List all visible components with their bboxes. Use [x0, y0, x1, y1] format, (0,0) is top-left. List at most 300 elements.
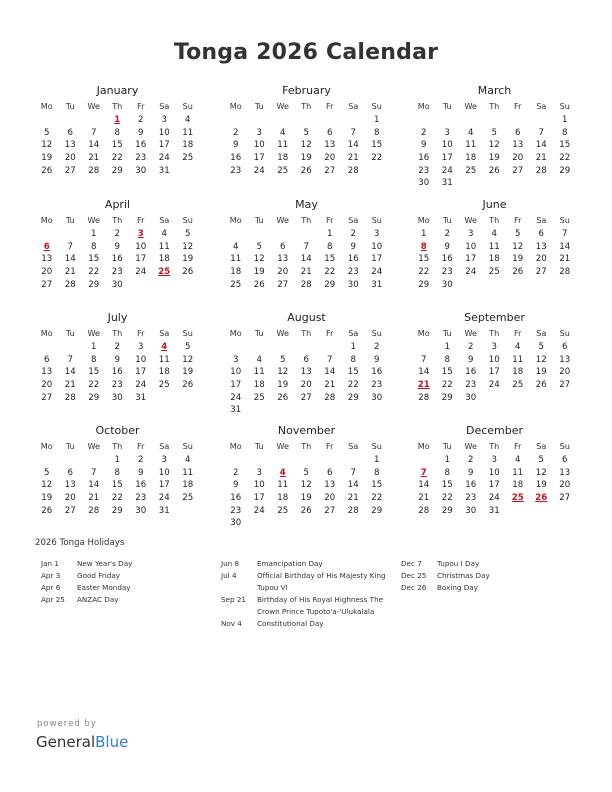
day-cell: 26: [182, 267, 194, 278]
empty-cell: [342, 114, 366, 127]
day-cell: 24: [441, 165, 453, 176]
weekday-label: Mo: [40, 215, 53, 225]
holiday-name: Emancipation Day: [257, 559, 323, 568]
day-cell: 12: [535, 467, 547, 478]
week-row: [224, 228, 389, 241]
day-cell: 25: [277, 505, 289, 516]
weekday-label: Mo: [417, 441, 430, 451]
month-september: [412, 310, 577, 404]
day-cell: 11: [182, 127, 194, 138]
day-cell: 9: [444, 241, 450, 252]
day-cell: 28: [88, 505, 100, 516]
empty-cell: [530, 177, 554, 190]
week-row: [35, 505, 200, 518]
day-cell: 6: [562, 342, 568, 352]
day-cell: 31: [488, 505, 500, 516]
month-july: [35, 310, 200, 404]
day-cell: 30: [465, 505, 477, 516]
weekday-header: [224, 439, 389, 454]
empty-cell: [530, 279, 554, 292]
day-cell: 16: [465, 480, 477, 491]
empty-cell: [365, 404, 389, 417]
holiday-name: Tupou I Day: [437, 559, 480, 568]
day-cell: 5: [280, 354, 286, 365]
month-name: April: [104, 198, 131, 211]
empty-cell: [153, 392, 177, 405]
weekday-label: We: [464, 215, 477, 225]
day-cell: 3: [138, 342, 144, 352]
day-cell: 9: [233, 480, 239, 491]
empty-cell: [248, 114, 272, 127]
empty-cell: [483, 392, 507, 405]
holiday-day-cell: 26: [535, 493, 548, 504]
day-cell: 20: [324, 153, 336, 164]
day-cell: 26: [300, 505, 312, 516]
empty-cell: [365, 517, 389, 530]
empty-cell: [248, 341, 272, 354]
day-cell: 28: [88, 165, 100, 176]
weekday-label: Tu: [442, 215, 452, 225]
weekday-label: We: [87, 215, 100, 225]
day-cell: 19: [253, 267, 265, 278]
weekday-label: Tu: [65, 101, 75, 111]
day-cell: 15: [441, 480, 453, 491]
day-cell: 3: [161, 455, 167, 465]
empty-cell: [318, 517, 342, 530]
weekday-label: Th: [489, 215, 500, 225]
holiday-date: Jun 8: [221, 559, 240, 568]
day-cell: 14: [559, 241, 571, 252]
weekday-label: Su: [371, 101, 382, 111]
day-cell: 10: [253, 480, 265, 491]
day-cell: 20: [512, 153, 524, 164]
week-row: [412, 139, 577, 152]
day-cell: 5: [515, 229, 521, 239]
day-cell: 16: [135, 480, 147, 491]
empty-cell: [35, 228, 59, 241]
week-row: [412, 241, 577, 254]
weekday-label: Th: [301, 215, 312, 225]
day-cell: 20: [535, 254, 547, 265]
holiday-item: [221, 570, 386, 594]
week-row: [412, 467, 577, 480]
weekday-label: Tu: [442, 101, 452, 111]
month-name: February: [282, 84, 331, 97]
day-cell: 21: [88, 493, 100, 504]
day-cell: 5: [303, 467, 309, 478]
day-cell: 23: [347, 267, 359, 278]
day-cell: 2: [421, 127, 427, 138]
empty-cell: [530, 505, 554, 518]
day-cell: 4: [491, 229, 497, 239]
day-cell: 3: [161, 115, 167, 125]
day-cell: 24: [158, 493, 170, 504]
day-cell: 18: [230, 267, 242, 278]
holiday-name: Boxing Day: [437, 583, 478, 592]
day-cell: 8: [374, 127, 380, 138]
empty-cell: [35, 114, 59, 127]
month-name: December: [465, 424, 524, 437]
day-cell: 17: [158, 480, 170, 491]
day-cell: 13: [41, 367, 53, 378]
day-cell: 19: [535, 367, 547, 378]
weekday-label: We: [276, 101, 289, 111]
day-cell: 22: [324, 267, 336, 278]
month-june: [412, 197, 577, 291]
holiday-item: [401, 582, 521, 594]
day-cell: 26: [277, 392, 289, 403]
brand-blue-text: Blue: [95, 733, 129, 751]
weekday-label: Mo: [40, 101, 53, 111]
day-cell: 19: [300, 153, 312, 164]
empty-cell: [271, 341, 295, 354]
weekday-label: Fr: [137, 328, 145, 338]
weekday-label: We: [87, 328, 100, 338]
day-cell: 9: [421, 140, 427, 151]
day-cell: 3: [444, 127, 450, 138]
holiday-column: [221, 558, 386, 630]
week-row: [35, 492, 200, 505]
empty-cell: [224, 341, 248, 354]
day-cell: 18: [158, 254, 170, 265]
weekday-label: We: [276, 328, 289, 338]
week-row: [35, 366, 200, 379]
day-cell: 8: [327, 241, 333, 252]
week-row: [224, 404, 389, 417]
day-cell: 29: [88, 392, 100, 403]
day-cell: 8: [91, 354, 97, 365]
day-cell: 13: [559, 467, 571, 478]
day-cell: 30: [111, 279, 123, 290]
weekday-label: Sa: [159, 101, 170, 111]
day-cell: 29: [441, 392, 453, 403]
day-cell: 20: [41, 267, 53, 278]
week-row: [224, 505, 389, 518]
day-cell: 29: [418, 279, 430, 290]
empty-cell: [295, 114, 319, 127]
weekday-label: Th: [112, 215, 123, 225]
weekday-header: [35, 99, 200, 114]
week-row: [35, 114, 200, 127]
weekday-label: Mo: [417, 215, 430, 225]
empty-cell: [412, 114, 436, 127]
day-cell: 6: [303, 354, 309, 365]
day-cell: 17: [135, 254, 147, 265]
empty-cell: [82, 114, 106, 127]
day-cell: 17: [253, 153, 265, 164]
week-row: [35, 165, 200, 178]
day-cell: 14: [64, 367, 76, 378]
day-cell: 22: [441, 493, 453, 504]
day-cell: 8: [374, 467, 380, 478]
holiday-date: Jul 4: [221, 571, 237, 580]
week-row: [35, 253, 200, 266]
day-cell: 24: [488, 493, 500, 504]
empty-cell: [436, 114, 460, 127]
weekday-header: [412, 213, 577, 228]
weekday-header: [412, 326, 577, 341]
day-cell: 19: [535, 480, 547, 491]
day-cell: 17: [488, 367, 500, 378]
day-cell: 16: [111, 367, 123, 378]
day-cell: 13: [535, 241, 547, 252]
day-cell: 5: [538, 455, 544, 465]
day-cell: 27: [324, 165, 336, 176]
week-row: [224, 379, 389, 392]
day-cell: 1: [91, 342, 97, 352]
empty-cell: [295, 404, 319, 417]
holiday-day-cell: 3: [137, 229, 144, 239]
empty-cell: [506, 177, 530, 190]
day-cell: 26: [512, 267, 524, 278]
week-row: [224, 279, 389, 292]
weekday-label: Fr: [514, 101, 522, 111]
holiday-day-cell: 4: [161, 342, 168, 352]
day-cell: 23: [230, 505, 242, 516]
week-row: [412, 479, 577, 492]
month-name: July: [107, 311, 128, 324]
day-cell: 11: [230, 254, 242, 265]
holiday-date: Dec 7: [401, 559, 422, 568]
day-cell: 28: [300, 279, 312, 290]
day-cell: 12: [512, 241, 524, 252]
day-cell: 15: [111, 480, 123, 491]
month-name: October: [95, 424, 140, 437]
generalblue-logo[interactable]: [36, 733, 128, 751]
day-cell: 30: [441, 279, 453, 290]
empty-cell: [176, 279, 200, 292]
week-row: [224, 366, 389, 379]
empty-cell: [271, 114, 295, 127]
day-cell: 12: [535, 354, 547, 365]
month-name: November: [277, 424, 336, 437]
day-cell: 27: [324, 505, 336, 516]
day-cell: 7: [421, 354, 427, 365]
week-row: [224, 139, 389, 152]
day-cell: 27: [512, 165, 524, 176]
week-row: [412, 279, 577, 292]
week-row: [224, 127, 389, 140]
day-cell: 2: [468, 342, 474, 352]
day-cell: 1: [421, 229, 427, 239]
day-cell: 22: [347, 380, 359, 391]
empty-cell: [176, 392, 200, 405]
holiday-day-cell: 8: [420, 241, 427, 252]
holiday-date: Apr 6: [41, 583, 61, 592]
weekday-label: We: [276, 441, 289, 451]
weekday-label: Th: [112, 441, 123, 451]
weekday-label: We: [276, 215, 289, 225]
day-cell: 3: [491, 455, 497, 465]
day-cell: 12: [41, 480, 53, 491]
weekday-label: Sa: [536, 215, 547, 225]
day-cell: 26: [488, 165, 500, 176]
empty-cell: [483, 114, 507, 127]
weekday-header: [412, 99, 577, 114]
day-cell: 23: [441, 267, 453, 278]
month-april: [35, 197, 200, 291]
holiday-day-cell: 7: [420, 467, 427, 478]
holiday-item: [401, 558, 521, 570]
day-cell: 18: [253, 380, 265, 391]
day-cell: 30: [371, 392, 383, 403]
day-cell: 12: [277, 367, 289, 378]
day-cell: 6: [67, 467, 73, 478]
day-cell: 30: [135, 165, 147, 176]
empty-cell: [295, 454, 319, 467]
day-cell: 15: [347, 367, 359, 378]
day-cell: 28: [347, 505, 359, 516]
day-cell: 1: [562, 115, 568, 125]
day-cell: 22: [111, 493, 123, 504]
day-cell: 16: [347, 254, 359, 265]
day-cell: 10: [488, 467, 500, 478]
day-cell: 18: [512, 367, 524, 378]
empty-cell: [553, 177, 577, 190]
weekday-label: Tu: [254, 101, 264, 111]
day-cell: 11: [465, 140, 477, 151]
day-cell: 24: [253, 165, 265, 176]
day-cell: 19: [41, 493, 53, 504]
day-cell: 16: [441, 254, 453, 265]
day-cell: 7: [91, 127, 97, 138]
weekday-header: [224, 326, 389, 341]
week-row: [412, 354, 577, 367]
weekday-label: Sa: [348, 215, 359, 225]
day-cell: 15: [88, 367, 100, 378]
day-cell: 20: [277, 267, 289, 278]
day-cell: 17: [253, 493, 265, 504]
day-cell: 18: [277, 493, 289, 504]
day-cell: 10: [135, 241, 147, 252]
day-cell: 4: [515, 342, 521, 352]
day-cell: 2: [138, 455, 144, 465]
week-row: [224, 492, 389, 505]
week-row: [412, 454, 577, 467]
weekday-label: Mo: [417, 101, 430, 111]
day-cell: 6: [67, 127, 73, 138]
day-cell: 31: [371, 279, 383, 290]
day-cell: 11: [158, 354, 170, 365]
day-cell: 24: [135, 267, 147, 278]
week-row: [412, 152, 577, 165]
day-cell: 13: [64, 480, 76, 491]
day-cell: 21: [64, 380, 76, 391]
day-cell: 6: [515, 127, 521, 138]
day-cell: 9: [374, 354, 380, 365]
day-cell: 14: [347, 140, 359, 151]
day-cell: 7: [350, 127, 356, 138]
day-cell: 11: [158, 241, 170, 252]
weekday-label: Fr: [326, 328, 334, 338]
day-cell: 7: [350, 467, 356, 478]
day-cell: 13: [41, 254, 53, 265]
day-cell: 22: [418, 267, 430, 278]
empty-cell: [553, 279, 577, 292]
day-cell: 11: [253, 367, 265, 378]
holiday-date: Dec 25: [401, 571, 427, 580]
day-cell: 7: [91, 467, 97, 478]
day-cell: 9: [468, 467, 474, 478]
empty-cell: [459, 279, 483, 292]
day-cell: 2: [233, 127, 239, 138]
day-cell: 11: [277, 140, 289, 151]
day-cell: 12: [182, 241, 194, 252]
holiday-item: [41, 594, 206, 606]
month-february: [224, 83, 389, 177]
weekday-label: Tu: [254, 328, 264, 338]
week-row: [224, 341, 389, 354]
day-cell: 14: [88, 480, 100, 491]
month-august: [224, 310, 389, 417]
day-cell: 4: [233, 241, 239, 252]
month-december: [412, 423, 577, 517]
brand-general-text: General: [36, 733, 96, 751]
empty-cell: [295, 228, 319, 241]
day-cell: 25: [253, 392, 265, 403]
weekday-label: Sa: [159, 215, 170, 225]
month-may: [224, 197, 389, 291]
day-cell: 20: [559, 480, 571, 491]
day-cell: 4: [161, 229, 167, 239]
day-cell: 28: [64, 392, 76, 403]
weekday-label: We: [464, 328, 477, 338]
day-cell: 31: [441, 178, 453, 189]
weekday-label: Sa: [348, 441, 359, 451]
day-cell: 3: [468, 229, 474, 239]
day-cell: 13: [559, 354, 571, 365]
day-cell: 10: [441, 140, 453, 151]
day-cell: 8: [444, 467, 450, 478]
day-cell: 22: [88, 267, 100, 278]
weekday-label: Sa: [536, 328, 547, 338]
day-cell: 12: [253, 254, 265, 265]
day-cell: 6: [562, 455, 568, 465]
holiday-item: [401, 570, 521, 582]
weekday-label: Th: [112, 328, 123, 338]
empty-cell: [342, 404, 366, 417]
day-cell: 5: [256, 241, 262, 252]
day-cell: 16: [418, 153, 430, 164]
empty-cell: [153, 279, 177, 292]
weekday-label: Sa: [159, 328, 170, 338]
holiday-name: Christmas Day: [437, 571, 490, 580]
day-cell: 29: [559, 165, 571, 176]
weekday-label: Tu: [65, 328, 75, 338]
day-cell: 24: [230, 392, 242, 403]
day-cell: 21: [64, 267, 76, 278]
day-cell: 14: [535, 140, 547, 151]
day-cell: 2: [444, 229, 450, 239]
day-cell: 23: [371, 380, 383, 391]
weekday-label: Th: [301, 328, 312, 338]
weekday-label: Su: [182, 101, 193, 111]
week-row: [412, 114, 577, 127]
day-cell: 14: [324, 367, 336, 378]
weekday-label: Su: [559, 441, 570, 451]
holiday-date: Apr 25: [41, 595, 65, 604]
day-cell: 17: [230, 380, 242, 391]
holiday-name: Birthday of His Royal Highness The Crown Prince Tupoto'a-'Ulukalala: [257, 595, 384, 616]
day-cell: 27: [277, 279, 289, 290]
day-cell: 19: [182, 367, 194, 378]
holiday-date: Nov 4: [221, 619, 242, 628]
day-cell: 9: [138, 127, 144, 138]
week-row: [224, 165, 389, 178]
weekday-label: Th: [301, 101, 312, 111]
empty-cell: [506, 114, 530, 127]
day-cell: 29: [111, 505, 123, 516]
